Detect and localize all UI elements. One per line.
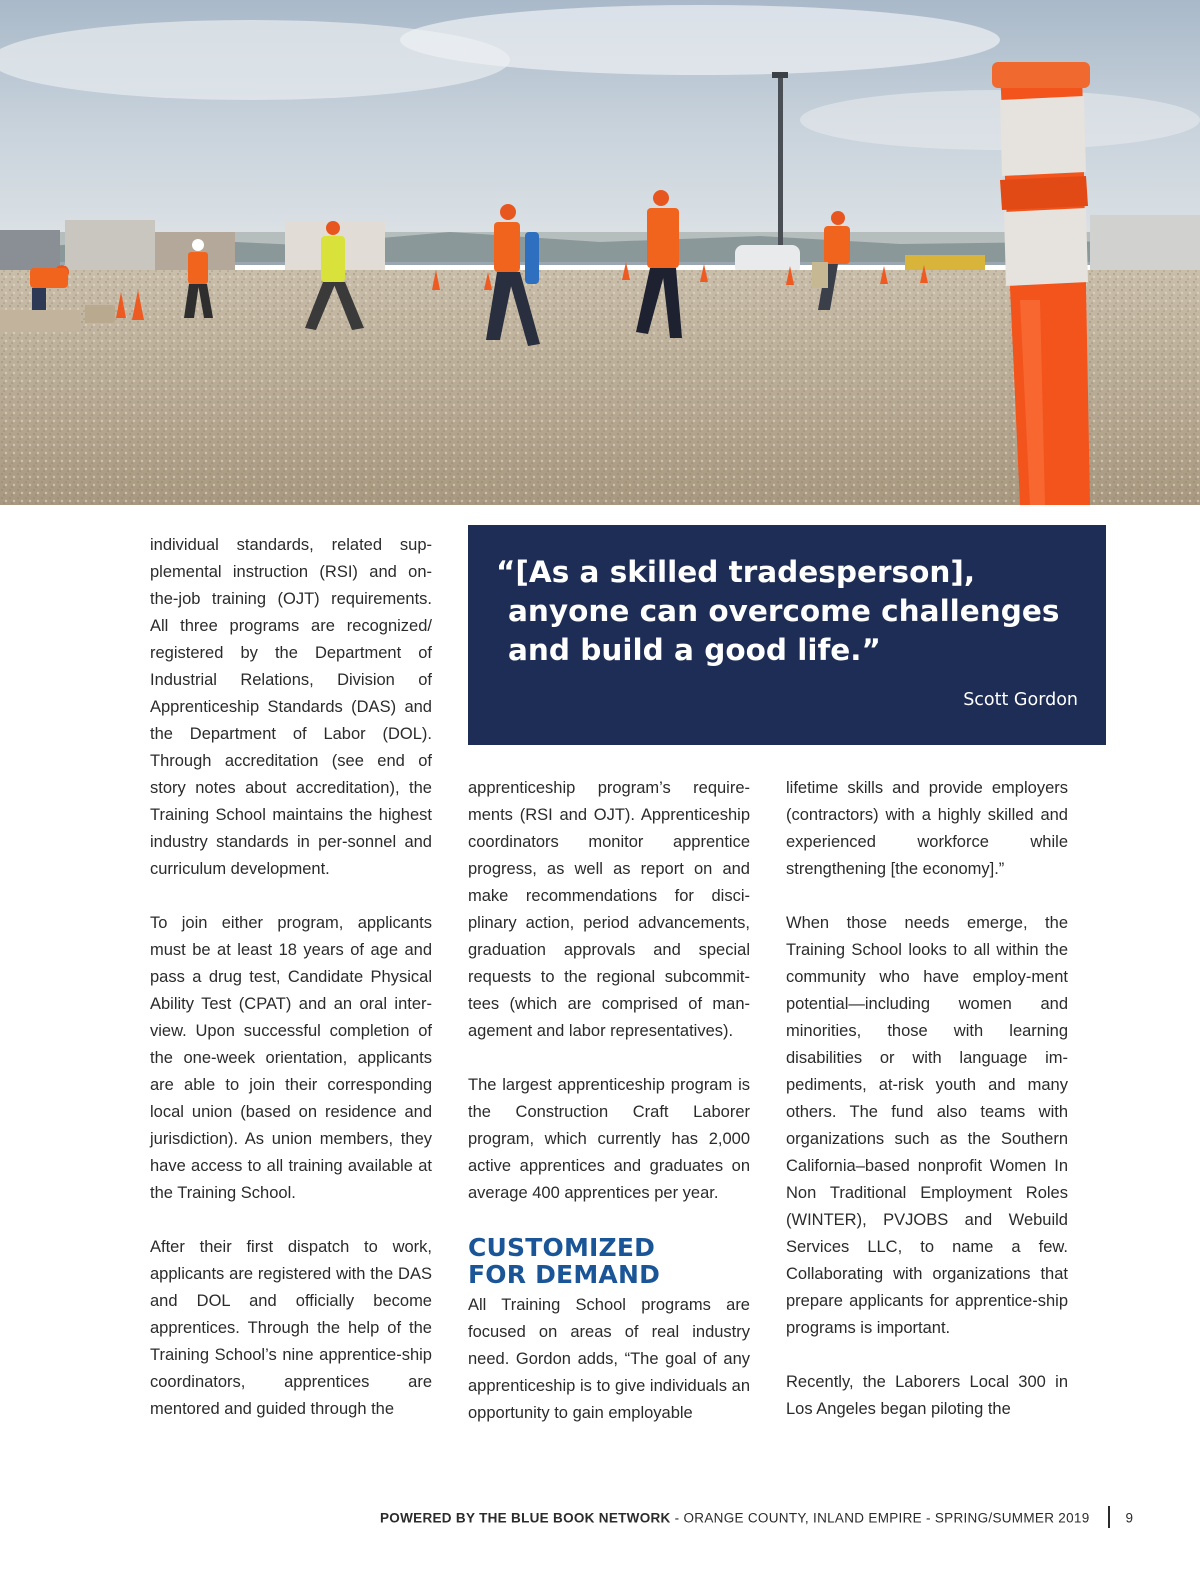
body-paragraph: After their first dispatch to work, applicants are registered with the DAS and DOL and officially become apprentices. Through the help of the Training School’s nine apprentice-ship coordinators, apprentices are mentored and guided through the xyxy=(150,1238,432,1418)
pull-quote-text: “[As a skilled tradesperson], anyone can overcome challenges and build a good life.” xyxy=(496,555,1060,667)
body-paragraph: When those needs emerge, the Training School looks to all within the community who have employ-ment potential—including women and minorities, those with learning disabilities or with language im-pediments, at-risk youth and many others. The fund also teams with organizations such as the Southern California–based nonprofit Women In Non Traditional Employment Roles (WINTER), PVJOBS and Webuild Services LLC, to name a few. Collaborating with organizations that prepare applicants for apprentice-ship programs is important. xyxy=(786,914,1068,1337)
footer-edition: - ORANGE COUNTY, INLAND EMPIRE - SPRING/SUMMER 2019 xyxy=(670,1510,1090,1526)
body-paragraph: lifetime skills and provide employers (contractors) with a highly skilled and experienced workforce while strengthening [the economy].” xyxy=(786,779,1068,878)
construction-yard-illustration xyxy=(0,0,1200,505)
footer-divider xyxy=(1108,1506,1110,1528)
page-footer xyxy=(380,1508,1150,1530)
page-number: 9 xyxy=(1125,1510,1134,1526)
pull-quote xyxy=(468,525,1106,745)
article-column-1 xyxy=(150,532,432,1423)
pull-quote-attribution: Scott Gordon xyxy=(963,690,1078,710)
body-paragraph: Recently, the Laborers Local 300 in Los Angeles began piloting the xyxy=(786,1373,1068,1418)
section-heading xyxy=(468,1234,750,1288)
body-paragraph: To join either program, applicants must be at least 18 years of age and pass a drug test, Candidate Physical Ability Test (CPAT) and an oral inter-view. Upon successful completion of the one-week orientation, applicants are able to join their corresponding local union (based on residence and jurisdiction). As union members, they have access to all training available at the Training School. xyxy=(150,914,432,1202)
article-column-2 xyxy=(468,775,750,1427)
section-heading-line: CUSTOMIZED xyxy=(468,1233,656,1262)
body-paragraph: individual standards, related sup-plemental instruction (RSI) and on-the-job training (OJT) requirements. All three programs are recognized/ registered by the Department of Industrial Relations, Division of Apprenticeship Standards (DAS) and the Department of Labor (DOL). Through accreditation (see end of story notes about accreditation), the Training School maintains the highest industry standards in per-sonnel and curriculum development. xyxy=(150,536,432,878)
article-column-3 xyxy=(786,775,1068,1423)
hero-photo xyxy=(0,0,1200,505)
footer-brand: POWERED BY THE BLUE BOOK NETWORK xyxy=(380,1510,671,1526)
body-paragraph: All Training School programs are focused on areas of real industry need. Gordon adds, “The goal of any apprenticeship is to give individuals an opportunity to gain employable xyxy=(468,1296,750,1422)
body-paragraph: The largest apprenticeship program is the Construction Craft Laborer program, which currently has 2,000 active apprentices and graduates on average 400 apprentices per year. xyxy=(468,1076,750,1202)
body-paragraph: apprenticeship program’s require-ments (RSI and OJT). Apprenticeship coordinators monitor apprentice progress, as well as report on and make recommendations for disci-plinary action, period advancements, graduation approvals and special requests to the regional subcommit-tees (which are comprised of man-agement and labor representatives). xyxy=(468,779,750,1040)
section-heading-line: FOR DEMAND xyxy=(468,1260,661,1289)
